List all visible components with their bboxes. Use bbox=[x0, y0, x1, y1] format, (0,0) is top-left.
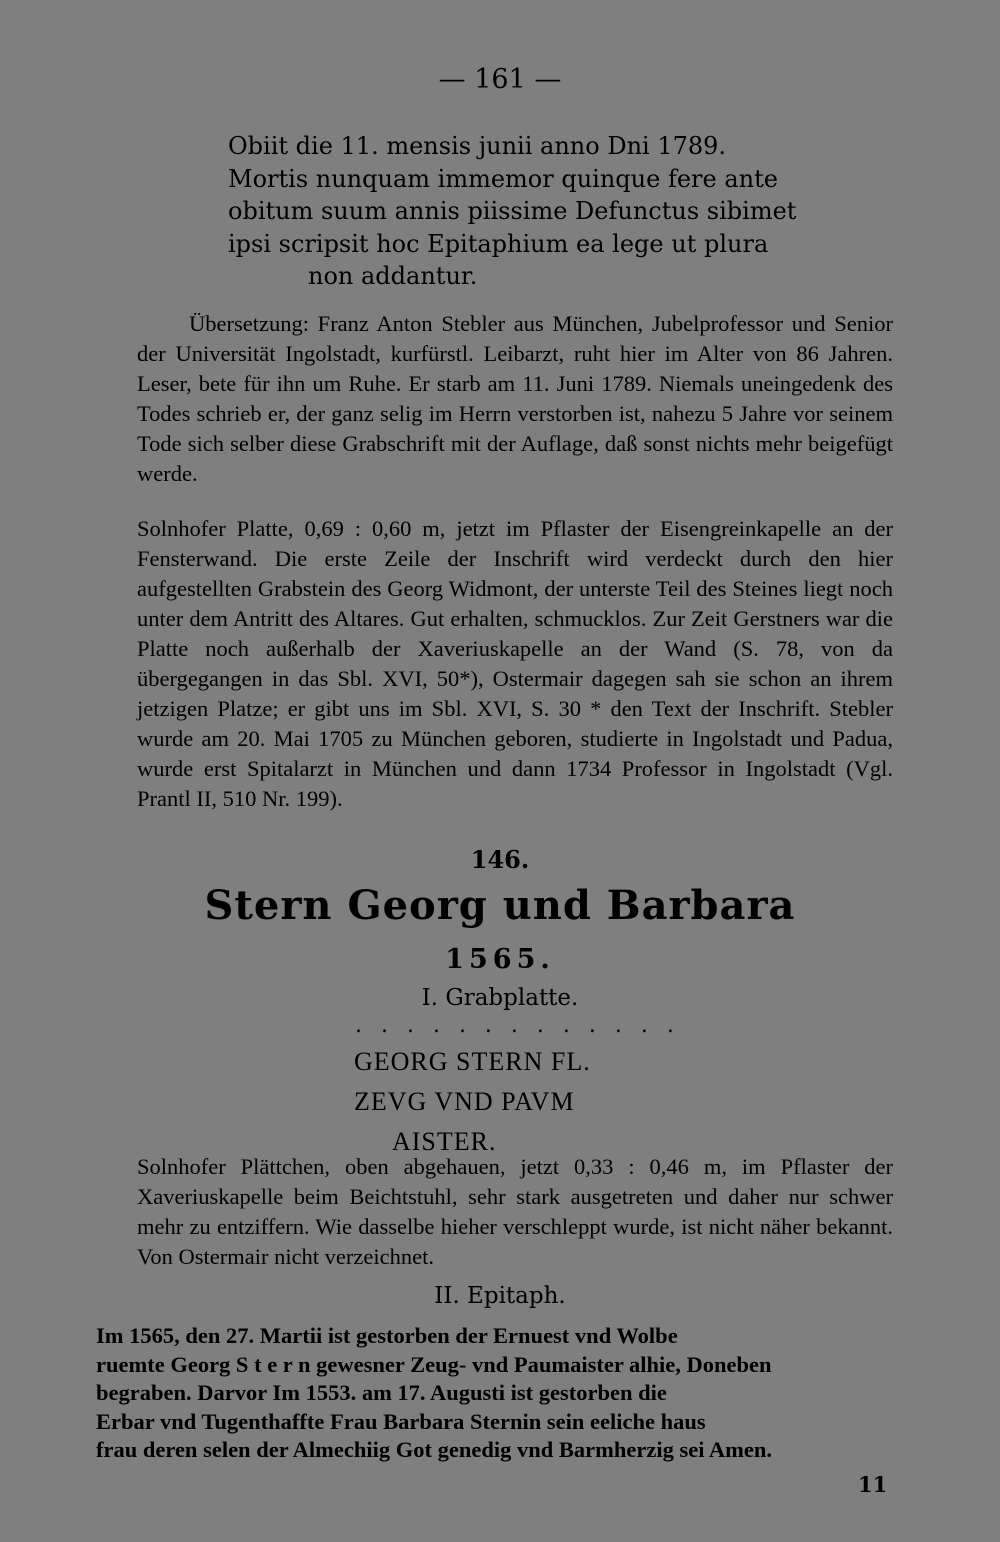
epitaph-line: frau deren selen der Almechiig Got genedig vnd Barmherzig sei Amen. bbox=[96, 1437, 772, 1462]
latin-line: obitum suum annis piissime Defunctus sibimet bbox=[228, 197, 797, 225]
entry-number: 146. bbox=[470, 845, 530, 874]
section-heading-epitaph: II. Epitaph. bbox=[434, 1283, 566, 1309]
plate-description-paragraph: Solnhofer Plättchen, oben abgehauen, jetzt 0,33 : 0,46 m, im Pflaster der Xaveriuskapelle beim Beichtstuhl, sehr stark ausgetreten und daher nur schwer mehr zu entziffern. Wie dasselbe hieher verschleppt wurde, ist nicht näher bekannt. Von Ostermair nicht verzeichnet. bbox=[137, 1154, 893, 1269]
inscription-line: ZEVG VND PAVM bbox=[354, 1087, 575, 1116]
epitaph-line: Im 1565, den 27. Martii ist gestorben der Ernuest vnd Wolbe bbox=[96, 1323, 678, 1348]
epitaph-line: Erbar vnd Tugenthaffte Frau Barbara Sternin sein eeliche haus bbox=[96, 1408, 706, 1434]
plate-inscription bbox=[354, 1042, 591, 1162]
lacuna-dots: . . . . . . . . . . . . . bbox=[355, 1013, 680, 1038]
latin-line: ipsi scripsit hoc Epitaphium ea lege ut plura bbox=[228, 229, 769, 258]
section-heading-grabplatte: I. Grabplatte. bbox=[421, 985, 579, 1011]
epitaph-line: ruemte Georg S t e r n gewesner Zeug- vnd Paumaister alhie, Doneben bbox=[96, 1351, 772, 1377]
inscription-line: GEORG STERN FL. bbox=[354, 1047, 591, 1076]
description-paragraph: Solnhofer Platte, 0,69 : 0,60 m, jetzt im Pflaster der Eisengreinkapelle an der Fensterwand. Die erste Zeile der Inschrift wird verdeckt durch den hier aufgestellten Grabstein des Georg Widmont, der unterste Teil des Steines liegt noch unter dem Antritt des Altares. Gut erhalten, schmucklos. Zur Zeit Gerstners war die Platte noch außerhalb der Xaveriuskapelle an der Wand (S. 78, von da übergegangen in das Sbl. XVI, 50*), Ostermair dagegen sah sie schon an ihrem jetzigen Platze; er gibt uns im Sbl. XVI, S. 30 * den Text der Inschrift. Stebler wurde am 20. Mai 1705 zu München geboren, studierte in Ingolstadt und Padua, wurde erst Spitalarzt in München und dann 1734 Professor in Ingolstadt (Vgl. Prantl II, 510 Nr. 199). bbox=[137, 516, 893, 811]
page-number: — 161 — bbox=[438, 64, 562, 95]
entry-year: 1565. bbox=[445, 944, 555, 975]
translation-paragraph: Übersetzung: Franz Anton Stebler aus München, Jubelprofessor und Senior der Universität Ingolstadt, kurfürstl. Leibarzt, ruht hier im Alter von 86 Jahren. Leser, bete für ihn um Ruhe. Er starb am 11. Juni 1789. Niemals uneingedenk des Todes schrieb er, der ganz selig im Herrn verstorben ist, nahezu 5 Jahre vor seinem Tode sich selber diese Grabschrift mit der Auflage, daß sonst nichts mehr beigefügt werde. bbox=[137, 311, 893, 486]
latin-epitaph-text bbox=[228, 130, 797, 293]
latin-line: Mortis nunquam immemor quinque fere ante bbox=[228, 164, 778, 193]
inscription-line: AISTER. bbox=[392, 1127, 497, 1156]
epitaph-text bbox=[96, 1322, 906, 1465]
latin-line: Obiit die 11. mensis junii anno Dni 1789. bbox=[228, 132, 727, 160]
signature-mark: 11 bbox=[858, 1472, 888, 1497]
epitaph-line: begraben. Darvor Im 1553. am 17. Augusti ist gestorben die bbox=[96, 1380, 667, 1405]
latin-line: non addantur. bbox=[308, 262, 478, 290]
entry-title: Stern Georg und Barbara bbox=[204, 882, 796, 929]
